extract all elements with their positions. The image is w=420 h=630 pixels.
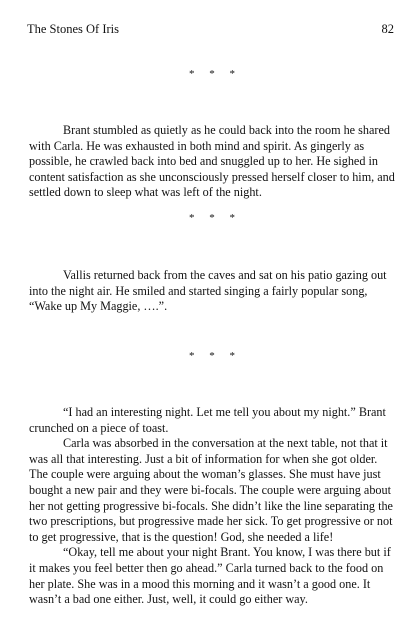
paragraph: Vallis returned back from the caves and sat on his patio gazing out into the night air. He smiled and started singing a fairly popular song, “Wake up My Maggie, ….”.: [29, 268, 387, 314]
paragraph: “Okay, tell me about your night Brant. You know, I was there but if it makes you feel better then go ahead.” Carla turned back to the food on her plate. She was in a mood this morning and it wasn’t a good one. It wasn’t a bad one either. Just, well, it could go either way.: [29, 545, 391, 607]
paragraph: “I had an interesting night. Let me tell you about my night.” Brant crunched on a piece of toast.: [29, 405, 386, 435]
running-header: [27, 21, 394, 37]
section-3: [29, 405, 396, 608]
page-number: 82: [381, 22, 394, 36]
section-2: [29, 268, 396, 315]
scene-break: * * *: [189, 68, 241, 80]
book-title: The Stones Of Iris: [27, 22, 119, 36]
section-1: [29, 123, 396, 201]
paragraph: Carla was absorbed in the conversation at the next table, not that it was all that interesting. Just a bit of information for when she got older. The couple were arguing about the woman’s glasses. She must have just bought a new pair and they were bi-focals. The couple were arguing about her not getting progressive bi-focals. She didn’t like the line separating the two prescriptions, but progressive made her sick. To get progressive or not to get progressive, that is the question! God, she needed a life!: [29, 436, 393, 544]
scene-break: * * *: [189, 350, 241, 362]
scene-break: * * *: [189, 212, 241, 224]
paragraph: Brant stumbled as quietly as he could back into the room he shared with Carla. He was exhausted in both mind and spirit. As gingerly as possible, he crawled back into bed and snuggled up to her. He sighed in content satisfaction as she unconsciously pressed herself closer to him, and settled down to sleep what was left of the night.: [29, 123, 395, 200]
